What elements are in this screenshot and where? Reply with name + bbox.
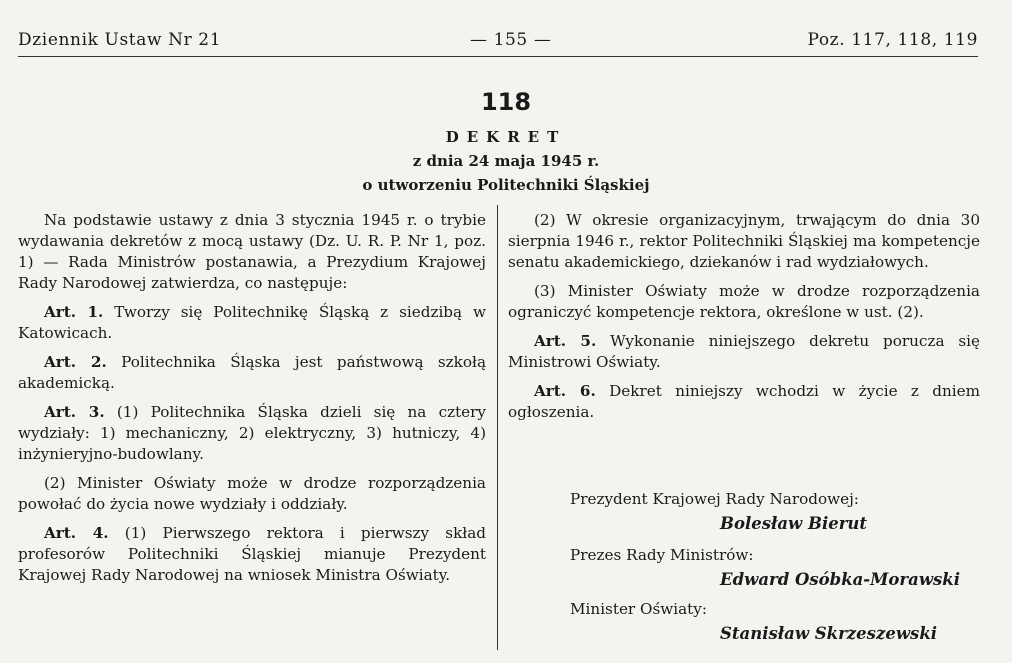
- signatory-name: Edward Osóbka-Morawski: [720, 570, 961, 589]
- article-label: Art. 3.: [44, 403, 105, 421]
- article-label: Art. 1.: [44, 303, 104, 321]
- signatory-title: Prezydent Krajowej Rady Narodowej:: [570, 490, 859, 508]
- article-text: Politechnika Śląska jest państwową szkołą akademicką.: [18, 353, 487, 392]
- article-3-paragraph-2: (2) Minister Oświaty może w drodze rozporządzenia powołać do życia nowe wydziały i oddziały.: [18, 474, 486, 513]
- article-label: Art. 5.: [534, 332, 597, 350]
- article-text: (1) Pierwszego rektora i pierwszy skład profesorów Politechniki Śląskiej mianuje Prezydent Krajowej Rady Narodowej na wniosek Ministra Oświaty.: [18, 524, 487, 584]
- article-4-paragraph-2: (2) W okresie organizacyjnym, trwającym do dnia 30 sierpnia 1946 r., rektor Politechniki Śląskiej ma kompetencje senatu akademickiego, dziekanów i rad wydziałowych.: [508, 211, 980, 271]
- article-text: Tworzy się Politechnikę Śląską z siedzibą w Katowicach.: [18, 303, 487, 342]
- article-text: Wykonanie niniejszego dekretu porucza się Ministrowi Oświaty.: [508, 332, 980, 371]
- document-date: z dnia 24 maja 1945 r.: [412, 152, 600, 170]
- left-column: [18, 210, 486, 594]
- signatory-title: Prezes Rady Ministrów:: [570, 546, 754, 564]
- signatory-title: Minister Oświaty:: [570, 600, 707, 618]
- signatory-name: Bolesław Bierut: [720, 514, 868, 533]
- article-6: [508, 381, 980, 423]
- document-subject: o utworzeniu Politechniki Śląskiej: [362, 176, 650, 194]
- article-2: [18, 352, 486, 394]
- document-type: DEKRET: [445, 128, 567, 146]
- article-text: (1) Politechnika Śląska dzieli się na cztery wydziały: 1) mechaniczny, 2) elektryczny, 3) hutniczy, 4) inżynieryjno-budowlany.: [18, 403, 487, 463]
- column-divider: [497, 205, 498, 650]
- article-5: [508, 331, 980, 373]
- journal-title: Dziennik Ustaw Nr 21: [18, 30, 222, 50]
- article-4-paragraph-3: (3) Minister Oświaty może w drodze rozporządzenia ograniczyć kompetencje rektora, określone w ust. (2).: [508, 282, 980, 321]
- header-rule: [18, 56, 978, 57]
- article-text: Dekret niniejszy wchodzi w życie z dniem ogłoszenia.: [508, 382, 981, 421]
- running-header: [18, 30, 978, 56]
- signatory-name: Stanisław Skrzeszewski: [720, 624, 938, 643]
- position-number: 118: [480, 88, 532, 116]
- page-number: — 155 —: [470, 30, 552, 50]
- article-label: Art. 2.: [44, 353, 107, 371]
- article-label: Art. 6.: [534, 382, 596, 400]
- position-numbers: Poz. 117, 118, 119: [807, 30, 978, 50]
- article-4: [18, 523, 486, 586]
- article-label: Art. 4.: [44, 524, 109, 542]
- right-column: [508, 210, 980, 431]
- article-3: [18, 402, 486, 465]
- preamble: Na podstawie ustawy z dnia 3 stycznia 1945 r. o trybie wydawania dekretów z mocą ustawy (Dz. U. R. P. Nr 1, poz. 1) — Rada Ministrów postanawia, a Prezydium Krajowej Rady Narodowej zatwierdza, co następuje:: [18, 211, 486, 292]
- article-1: [18, 302, 486, 344]
